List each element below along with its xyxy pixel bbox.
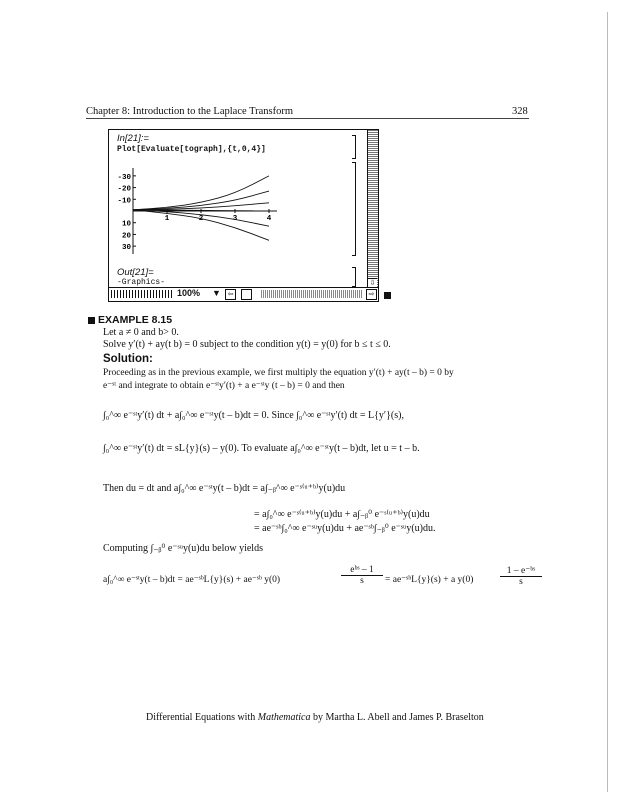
fraction-1-denominator: s [360, 576, 364, 586]
output-text: -Graphics- [117, 278, 166, 287]
zoom-dropdown-icon[interactable]: ▼ [212, 288, 221, 298]
fraction-2-denominator: s [519, 577, 523, 587]
example-line-1: Let a ≠ 0 and b> 0. [103, 327, 179, 338]
graphics-cell-bracket[interactable] [352, 162, 356, 256]
y-tick-label: 30 [121, 244, 131, 253]
computing-line: Computing ∫₋ᵦ⁰ e⁻ˢᵘy(u)du below yields [103, 543, 263, 554]
out-label: Out[21]= [117, 267, 154, 278]
ruler-icon [111, 290, 173, 298]
example-bullet-square [88, 317, 95, 324]
status-bar [109, 287, 378, 301]
fraction-2 [500, 565, 542, 587]
end-of-example-square [384, 292, 391, 299]
zoom-level[interactable]: 100% [177, 288, 201, 298]
y-tick-label: 10 [121, 220, 131, 229]
header-rule [86, 118, 529, 119]
scroll-right-icon[interactable]: ⇨ [366, 289, 377, 300]
plot-area [119, 166, 279, 256]
solution-paragraph-2: e⁻ˢᵗ and integrate to obtain e⁻ˢᵗy′(t) + a e⁻ˢᵗy (t – b) = 0 and then [103, 381, 345, 391]
y-tick-label: -30 [117, 173, 131, 182]
example-title: EXAMPLE 8.15 [98, 314, 173, 326]
page-number: 328 [512, 106, 528, 117]
footer-suffix: by Martha L. Abell and James P. Braselton [310, 712, 484, 723]
scroll-left-icon[interactable]: ⇦ [225, 289, 236, 300]
series-line-curve-2 [133, 191, 269, 210]
fraction-1 [341, 565, 383, 586]
input-code[interactable]: Plot[Evaluate[tograph],{t,0,4}] [117, 145, 266, 154]
horizontal-scrollbar[interactable] [261, 290, 363, 298]
notebook-window[interactable] [108, 129, 379, 302]
chapter-title: Chapter 8: Introduction to the Laplace Transform [86, 106, 294, 117]
output-cell-bracket[interactable] [352, 267, 356, 287]
vertical-scrollbar[interactable] [367, 130, 378, 287]
y-tick-label: -20 [117, 185, 131, 194]
x-tick-label: 3 [232, 215, 238, 223]
equation-1: ∫₀^∞ e⁻ˢᵗy′(t) dt + a∫₀^∞ e⁻ˢᵗy(t – b)dt = 0. Since ∫₀^∞ e⁻ˢᵗy′(t) dt = L{y′}(s), [103, 410, 404, 421]
y-tick-label: 20 [121, 232, 131, 241]
fraction-2-numerator: 1 – e⁻ᵇˢ [500, 565, 542, 577]
page-edge [607, 12, 608, 792]
scroll-down-icon[interactable]: ⇩ [369, 279, 376, 287]
equation-3: Then du = dt and a∫₀^∞ e⁻ˢᵗy(t – b)dt = a∫₋ᵦ^∞ e⁻ˢ⁽ᵘ⁺ᵇ⁾y(u)du [103, 483, 346, 494]
equation-6-middle: = ae⁻ˢᵇL{y}(s) + a y(0) [385, 575, 474, 585]
example-line-2: Solve y′(t) + ay(t b) = 0 subject to the condition y(t) = y(0) for b ≤ t ≤ 0. [103, 339, 391, 350]
x-tick-label: 4 [266, 215, 272, 223]
in-label: In[21]:= [117, 133, 149, 144]
scroll-thumb[interactable] [241, 289, 252, 300]
equation-5: = ae⁻ˢᵇ∫₀^∞ e⁻ˢᵘy(u)du + ae⁻ˢᵇ∫₋ᵦ⁰ e⁻ˢᵘy(u)du. [254, 523, 436, 534]
equation-2: ∫₀^∞ e⁻ˢᵗy′(t) dt = sL{y}(s) – y(0). To evaluate a∫₀^∞ e⁻ˢᵗy(t – b)dt, let u = t – b. [103, 443, 420, 454]
equation-6-left: a∫₀^∞ e⁻ˢᵗy(t – b)dt = ae⁻ˢᵇL{y}(s) + ae⁻ˢᵇ y(0) [103, 575, 281, 585]
solution-heading: Solution: [103, 353, 153, 365]
equation-4: = a∫₀^∞ e⁻ˢ⁽ᵘ⁺ᵇ⁾y(u)du + a∫₋ᵦ⁰ e⁻ˢ⁽ᵘ⁺ᵇ⁾y(u)du [254, 509, 430, 520]
input-cell-bracket[interactable] [352, 135, 356, 159]
solution-paragraph-1: Proceeding as in the previous example, we first multiply the equation y′(t) + ay(t – b) = 0 by [103, 368, 454, 378]
fraction-1-numerator: eᵇˢ – 1 [341, 565, 383, 576]
x-tick-label: 1 [164, 215, 170, 223]
x-tick-label: 2 [198, 215, 204, 223]
footer-prefix: Differential Equations with [146, 712, 258, 723]
footer-citation [146, 712, 484, 723]
y-tick-label: -10 [117, 197, 131, 206]
footer-italic: Mathematica [257, 712, 311, 723]
